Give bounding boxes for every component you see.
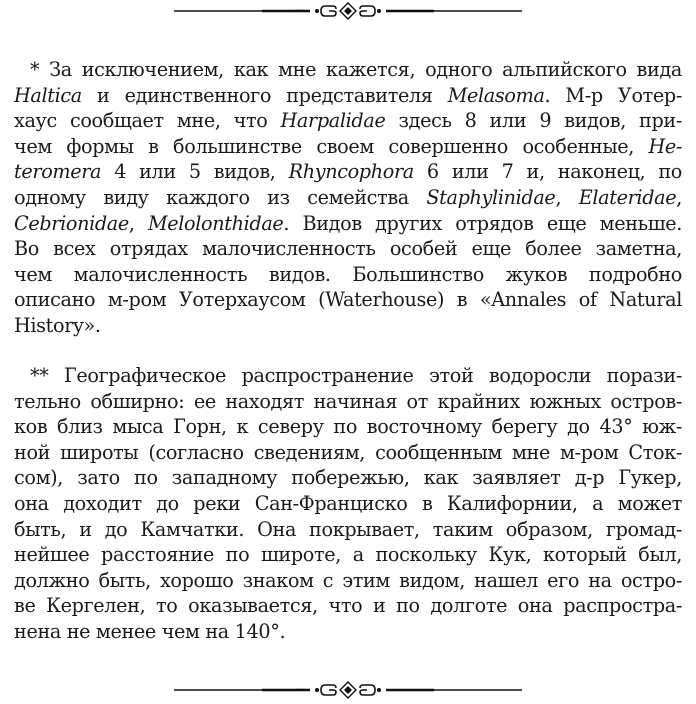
footnote-line: должно быть, хорошо знаком с этим видом, нашел его на остро- [14,568,682,592]
footnote-line: тельно обширно: ее находят начиная от крайних южных остров- [14,389,682,413]
footnote-line: ве Кергелен, то оказывается, что и по долготе она распростра- [14,594,682,618]
footnote-line: teromera 4 или 5 видов, Rhyncophora 6 или 7 и, наконец, по [14,160,682,184]
ornament-icon [172,0,524,22]
footnote-line: нейшее расстояние по широте, а поскольку Кук, который был, [14,543,682,567]
footnote-line: Haltica и единственного представителя Melasoma. М-р Уотер- [14,83,682,107]
footnote-line: нена не менее чем на 140°. [14,619,286,643]
top-ornament-divider [172,0,524,22]
footnote-line: ков близ мыса Горн, к северу по восточному берегу до 43° юж- [14,415,682,439]
bottom-ornament-divider [172,679,524,701]
footnote-line: ной широты (согласно сведениям, сообщенным мне м-ром Сток- [14,440,682,464]
footnote-line: * За исключением, как мне кажется, одного альпийского вида [30,58,682,81]
footnote-line: чем формы в большинстве своем совершенно особенные, He- [14,134,682,158]
footnote-line: History». [14,313,101,337]
footnote-line: хаус сообщает мне, что Harpalidae здесь 8 или 9 видов, при- [14,109,682,133]
footnote-2 [14,363,682,645]
footnote-line: сом), зато по западному побережью, как заявляет д-р Гукер, [14,466,682,490]
footnote-line: Во всех отрядах малочисленность особей еще более заметна, [14,237,682,261]
ornament-icon [172,679,524,701]
footnote-line: она доходит до реки Сан-Франциско в Калифорнии, а может [14,491,682,515]
footnote-line: одному виду каждого из семейства Staphylinidae, Elateridae, [14,185,682,209]
footnote-line: быть, и до Камчатки. Она покрывает, таким образом, громад- [14,517,682,541]
footnote-line: чем малочисленность видов. Большинство жуков подробно [14,262,682,286]
footnote-1 [14,57,682,339]
footnote-line: описано м-ром Уотерхаусом (Waterhouse) в «Annales of Natural [14,288,682,312]
footnote-line: ** Географическое распространение этой водоросли порази- [30,364,682,387]
footnote-line: Cebrionidae, Melolonthidae. Видов других отрядов еще меньше. [14,211,682,235]
